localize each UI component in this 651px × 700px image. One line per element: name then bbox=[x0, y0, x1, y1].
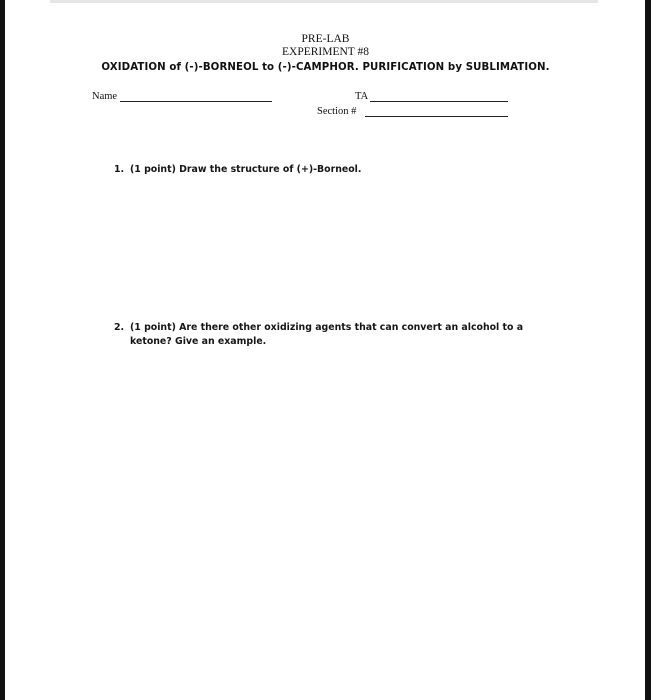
name-label: Name bbox=[92, 91, 118, 102]
question-1-text: (1 point) Draw the structure of (+)-Borneol. bbox=[130, 164, 362, 175]
question-1-number: 1. bbox=[114, 164, 125, 175]
name-blank-line[interactable] bbox=[120, 101, 272, 102]
experiment-title: OXIDATION of (-)-BORNEOL to (-)-CAMPHOR. PURIFICATION by SUBLIMATION. bbox=[101, 62, 550, 73]
section-label: Section # bbox=[317, 106, 357, 117]
prelab-heading: PRE-LAB bbox=[301, 33, 350, 45]
section-blank-line[interactable] bbox=[365, 116, 508, 117]
question-2 bbox=[114, 321, 564, 353]
question-1 bbox=[114, 163, 564, 179]
question-2-number: 2. bbox=[114, 322, 125, 333]
ta-label: TA bbox=[355, 91, 369, 102]
experiment-number: EXPERIMENT #8 bbox=[282, 46, 369, 58]
ta-blank-line[interactable] bbox=[370, 101, 508, 102]
question-2-text: (1 point) Are there other oxidizing agents that can convert an alcohol to a ketone? Give an example. bbox=[130, 322, 524, 347]
